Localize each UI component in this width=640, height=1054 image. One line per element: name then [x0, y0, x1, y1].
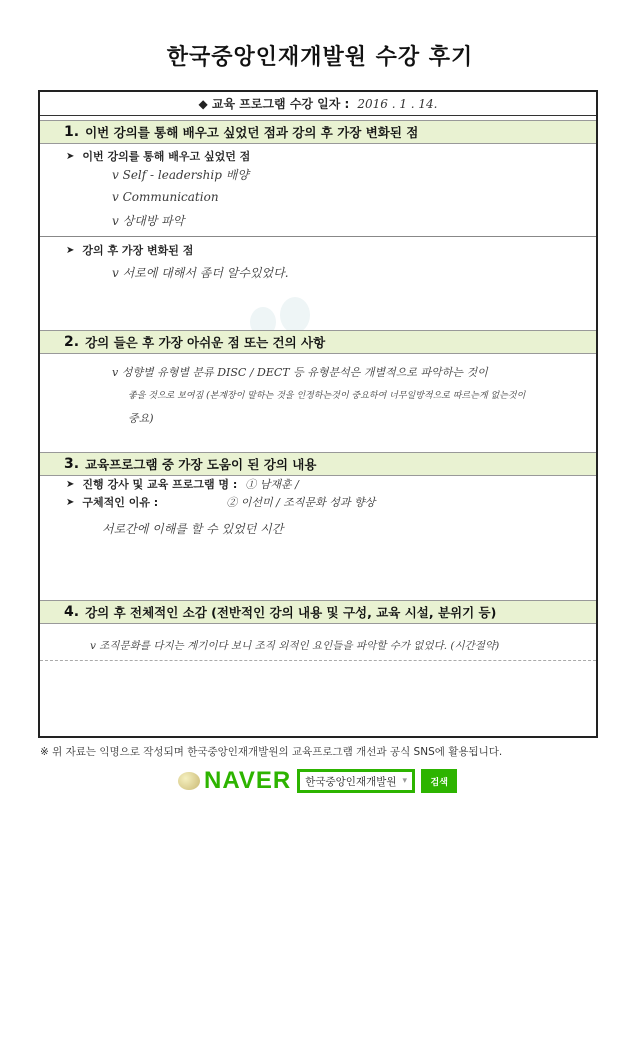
date-value: 2016 . 1 . 14.	[357, 96, 438, 111]
page-title: 한국중앙인재개발원 수강 후기	[166, 45, 474, 70]
section-2-heading	[40, 330, 596, 354]
section-1-heading	[40, 120, 596, 144]
sub-label: 구체적인 이유 :	[82, 496, 159, 509]
arrow-icon: ➤	[66, 478, 75, 490]
section-number: 1.	[64, 124, 80, 140]
section-1-sub2	[66, 242, 193, 258]
section-title: 교육프로그램 중 가장 도움이 된 강의 내용	[85, 457, 317, 472]
naver-logo	[178, 767, 291, 795]
handwritten-answer: 좋을 것으로 보여짐 (본계장이 말하는 것을 인정하는것이 중요하여 너무일방적으로 따르는게 없는것이	[128, 391, 526, 401]
section-3-sub1	[66, 476, 299, 492]
handwritten-answer: ② 이선미 / 조직문화 성과 향상	[226, 496, 376, 509]
sub-label: 강의 후 가장 변화된 점	[82, 244, 194, 257]
handwritten-answer: v Self - leadership 배양	[112, 168, 249, 182]
review-form	[38, 90, 598, 738]
section-title: 강의 들은 후 가장 아쉬운 점 또는 건의 사항	[85, 335, 326, 350]
section-number: 4.	[64, 604, 80, 620]
arrow-icon: ➤	[66, 244, 75, 256]
section-title: 강의 후 전체적인 소감 (전반적인 강의 내용 및 구성, 교육 시설, 분위기 등)	[85, 605, 497, 620]
section-1-sub1	[66, 148, 250, 164]
handwritten-answer: 중요)	[128, 412, 154, 425]
section-3-heading	[40, 452, 596, 476]
handwritten-answer: v 성향별 유형별 분류 DISC / DECT 등 유형분석은 개별적으로 파악하는 것이	[112, 366, 488, 379]
sub-label: 이번 강의를 통해 배우고 싶었던 점	[82, 150, 251, 163]
chevron-down-icon: ▾	[402, 776, 408, 786]
section-4-heading	[40, 600, 596, 624]
naver-mascot-icon	[178, 772, 200, 790]
arrow-icon: ➤	[66, 496, 75, 508]
footnote: ※ 위 자료는 익명으로 작성되며 한국중앙인재개발원의 교육프로그램 개선과 공식 SNS에 활용됩니다.	[40, 746, 503, 758]
date-row	[40, 92, 596, 116]
arrow-icon: ➤	[66, 150, 75, 162]
handwritten-answer: v 조직문화를 다지는 계기이다 보니 조직 외적인 요인들을 파악할 수가 없었다. (시간절약)	[90, 640, 500, 652]
divider	[40, 236, 596, 237]
watermark-shape	[280, 297, 310, 333]
section-3-sub2	[66, 494, 375, 510]
section-number: 2.	[64, 334, 80, 350]
handwritten-answer: v 상대방 파악	[112, 214, 185, 228]
date-label: ◆ 교육 프로그램 수강 일자 :	[198, 97, 350, 111]
answer-line	[40, 660, 596, 661]
section-title: 이번 강의를 통해 배우고 싶었던 점과 강의 후 가장 변화된 점	[85, 125, 419, 140]
search-value: 한국중앙인재개발원	[305, 775, 397, 788]
sub-label: 진행 강사 및 교육 프로그램 명 :	[82, 478, 238, 491]
naver-search-button[interactable]: 검색	[421, 769, 457, 793]
naver-search-input[interactable]	[297, 769, 415, 793]
section-number: 3.	[64, 456, 80, 472]
handwritten-answer: 서로간에 이해를 할 수 있었던 시간	[102, 522, 284, 536]
naver-search-banner	[178, 768, 457, 794]
handwritten-answer: ① 남재훈 /	[245, 478, 299, 491]
handwritten-answer: v 서로에 대해서 좀더 알수있었다.	[112, 266, 289, 280]
naver-logo-text: NAVER	[204, 767, 292, 794]
handwritten-answer: v Communication	[112, 190, 219, 204]
